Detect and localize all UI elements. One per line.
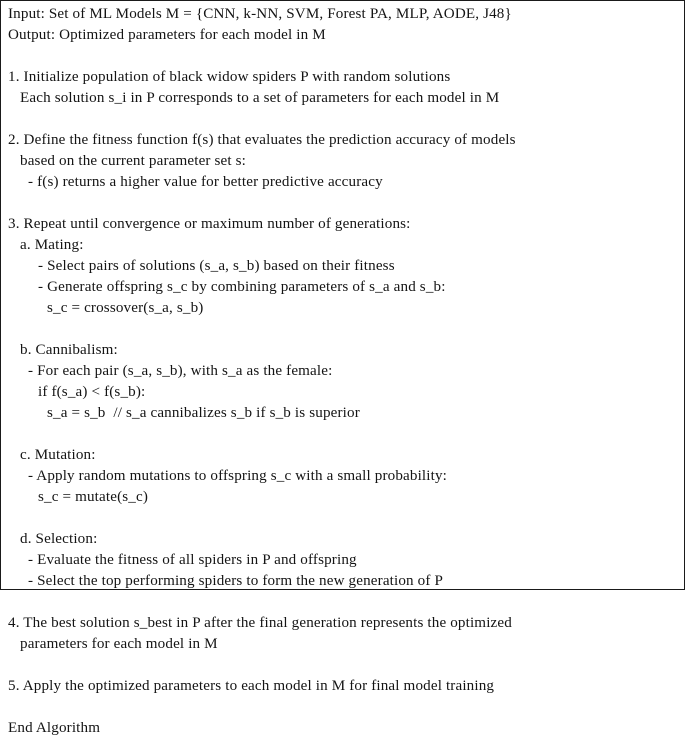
blank-line [8, 508, 678, 529]
algorithm-line-step-3a-bullet-2: - Generate offspring s_c by combining parameters of s_a and s_b: [38, 279, 446, 295]
blank-line [8, 424, 678, 445]
algorithm-line-step-5: 5. Apply the optimized parameters to each model in M for final model training [8, 678, 495, 694]
algorithm-line-step-3b-bullet-1: - For each pair (s_a, s_b), with s_a as the female: [28, 363, 333, 379]
blank-line [8, 109, 678, 130]
algorithm-line-step-3c-bullet-1: - Apply random mutations to offspring s_c with a small probability: [28, 468, 448, 484]
algorithm-line-step-3d-bullet-2: - Select the top performing spiders to form the new generation of P [28, 573, 444, 589]
blank-line [8, 592, 678, 613]
algorithm-line-step-3: 3. Repeat until convergence or maximum number of generations: [8, 216, 411, 232]
algorithm-line-step-3b-if: if f(s_a) < f(s_b): [38, 384, 146, 400]
algorithm-line-step-2: 2. Define the fitness function f(s) that evaluates the prediction accuracy of models [8, 132, 516, 148]
algorithm-line-step-3a-bullet-1: - Select pairs of solutions (s_a, s_b) based on their fitness [38, 258, 395, 274]
algorithm-line-step-3d: d. Selection: [20, 531, 98, 547]
blank-line [8, 46, 678, 67]
algorithm-line-step-2-bullet-1: - f(s) returns a higher value for better predictive accuracy [28, 174, 383, 190]
algorithm-line-step-3b: b. Cannibalism: [20, 342, 118, 358]
algorithm-line-step-2-cont: based on the current parameter set s: [20, 153, 247, 169]
algorithm-line-end-algorithm: End Algorithm [8, 720, 101, 736]
algorithm-line-step-3b-code: s_a = s_b // s_a cannibalizes s_b if s_b is superior [47, 405, 360, 421]
blank-line [8, 697, 678, 718]
algorithm-line-step-3d-bullet-1: - Evaluate the fitness of all spiders in P and offspring [28, 552, 357, 568]
algorithm-line-output: Output: Optimized parameters for each model in M [8, 27, 326, 43]
algorithm-line-step-3a-code: s_c = crossover(s_a, s_b) [47, 300, 204, 316]
algorithm-line-step-3c-code: s_c = mutate(s_c) [38, 489, 148, 505]
blank-line [8, 319, 678, 340]
algorithm-line-step-1-cont: Each solution s_i in P corresponds to a set of parameters for each model in M [20, 90, 500, 106]
algorithm-line-step-4-cont: parameters for each model in M [20, 636, 218, 652]
algorithm-line-step-3a: a. Mating: [20, 237, 84, 253]
algorithm-line-step-1: 1. Initialize population of black widow spiders P with random solutions [8, 69, 451, 85]
blank-line [8, 193, 678, 214]
algorithm-line-input: Input: Set of ML Models M = {CNN, k-NN, SVM, Forest PA, MLP, AODE, J48} [8, 6, 512, 22]
algorithm-line-step-3c: c. Mutation: [20, 447, 96, 463]
algorithm-line-step-4: 4. The best solution s_best in P after the final generation represents the optimized [8, 615, 512, 631]
blank-line [8, 655, 678, 676]
